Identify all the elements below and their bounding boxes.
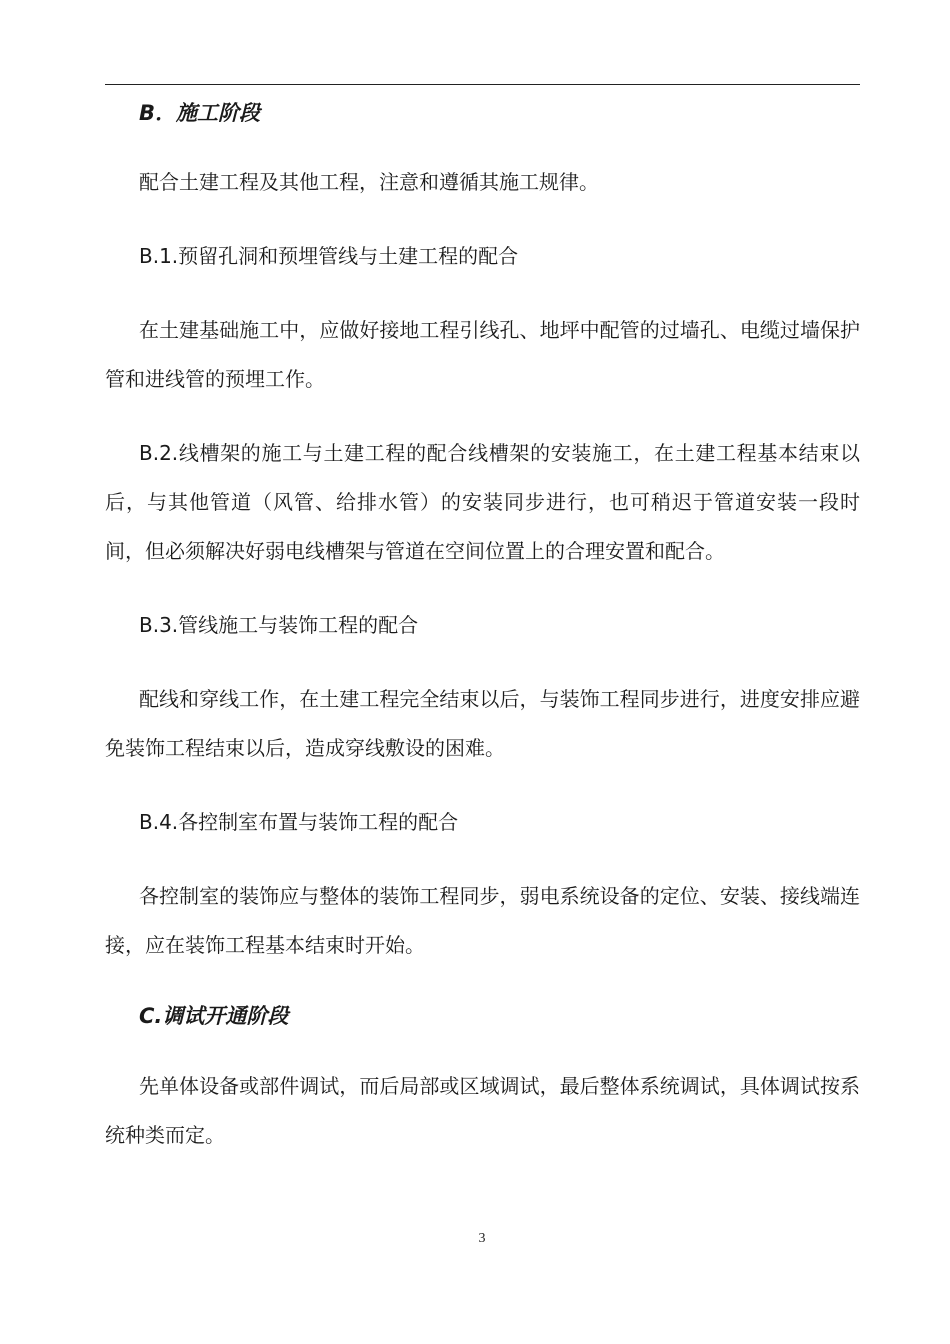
b2-body: B.2.线槽架的施工与土建工程的配合线槽架的安装施工，在土建工程基本结束以后，与其他管道（风管、给排水管）的安装同步进行，也可稍迟于管道安装一段时间，但必须解决好弱电线槽架与管道在空间位置上的合理安置和配合。 (105, 441, 860, 563)
section-c-heading: C.调试开通阶段 (139, 1004, 289, 1028)
page-number: 3 (478, 1231, 486, 1246)
section-b-intro: 配合土建工程及其他工程，注意和遵循其施工规律。 (139, 170, 599, 194)
b1-body: 在土建基础施工中，应做好接地工程引线孔、地坪中配管的过墙孔、电缆过墙保护管和进线管的预埋工作。 (105, 318, 860, 391)
header-rule (105, 84, 860, 85)
b3-body: 配线和穿线工作，在土建工程完全结束以后，与装饰工程同步进行，进度安排应避免装饰工程结束以后，造成穿线敷设的困难。 (105, 687, 860, 760)
b4-body: 各控制室的装饰应与整体的装饰工程同步，弱电系统设备的定位、安装、接线端连接，应在装饰工程基本结束时开始。 (105, 884, 860, 957)
b3-title: B.3.管线施工与装饰工程的配合 (139, 613, 419, 637)
b1-title: B.1.预留孔洞和预埋管线与土建工程的配合 (139, 244, 519, 268)
section-c-body: 先单体设备或部件调试，而后局部或区域调试，最后整体系统调试，具体调试按系统种类而定。 (105, 1074, 860, 1147)
b4-title: B.4.各控制室布置与装饰工程的配合 (139, 810, 459, 834)
page-content (105, 92, 860, 1160)
section-b-heading: B．施工阶段 (139, 101, 261, 125)
